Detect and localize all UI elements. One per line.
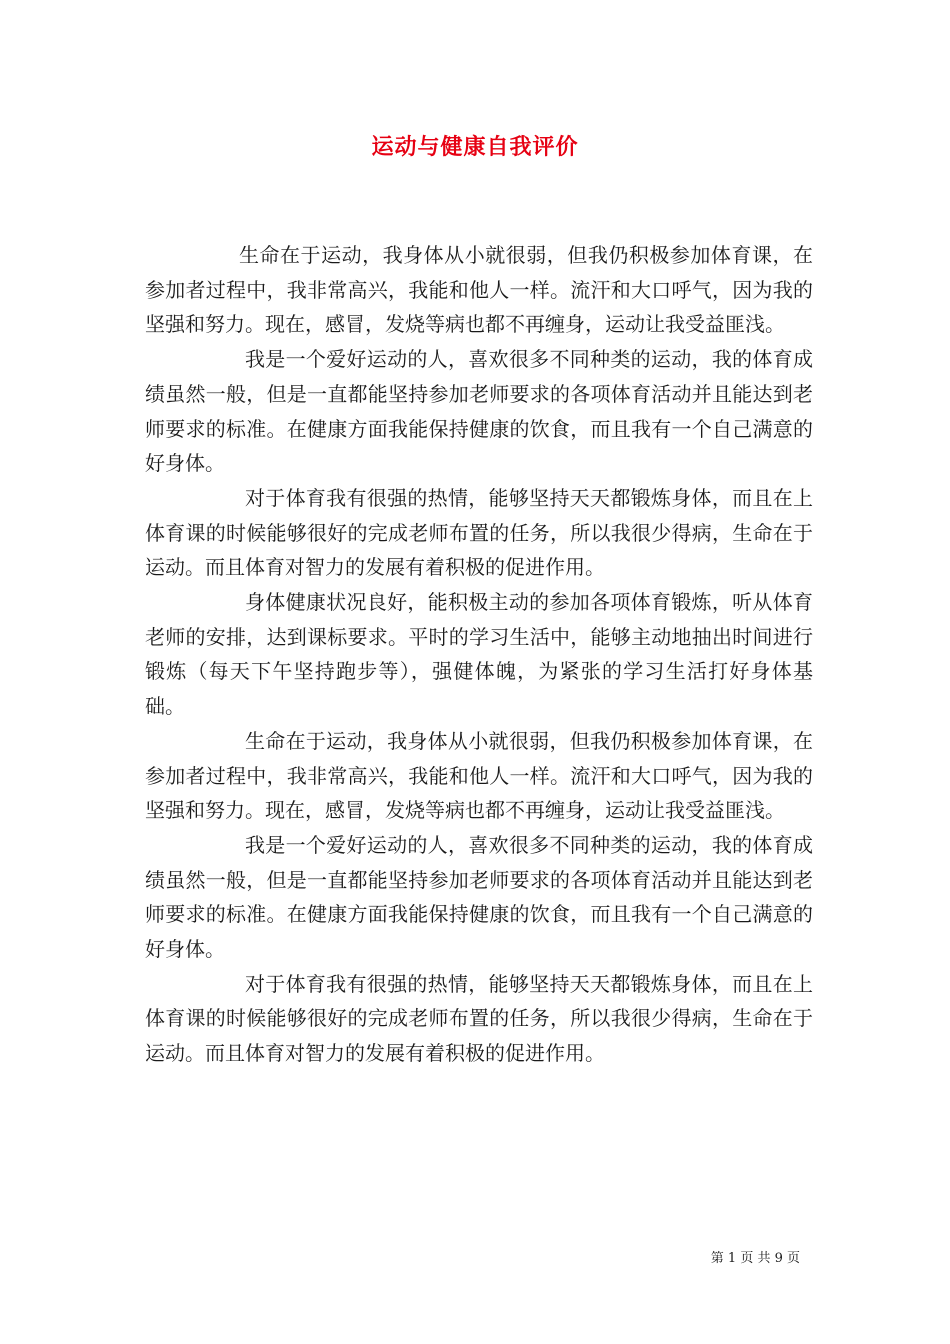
- paragraph: 对于体育我有很强的热情，能够坚持天天都锻炼身体，而且在上体育课的时候能够很好的完成老师布置的任务，所以我很少得病，生命在于运动。而且体育对智力的发展有着积极的促进作用。: [145, 485, 813, 580]
- page-number-indicator: 第 1 页 共 9 页: [710, 1251, 800, 1266]
- document-body: [145, 238, 813, 1071]
- document-title: 运动与健康自我评价: [371, 134, 579, 160]
- paragraph: 我是一个爱好运动的人，喜欢很多不同种类的运动，我的体育成绩虽然一般，但是一直都能坚持参加老师要求的各项体育活动并且能达到老师要求的标准。在健康方面我能保持健康的饮食，而且我有一个自己满意的好身体。: [145, 832, 813, 962]
- paragraph: 对于体育我有很强的热情，能够坚持天天都锻炼身体，而且在上体育课的时候能够很好的完成老师布置的任务，所以我很少得病，生命在于运动。而且体育对智力的发展有着积极的促进作用。: [145, 971, 813, 1066]
- paragraph: 生命在于运动，我身体从小就很弱，但我仍积极参加体育课，在参加者过程中，我非常高兴，我能和他人一样。流汗和大口呼气，因为我的坚强和努力。现在，感冒，发烧等病也都不再缠身，运动让我受益匪浅。: [145, 728, 813, 823]
- paragraph: 我是一个爱好运动的人，喜欢很多不同种类的运动，我的体育成绩虽然一般，但是一直都能坚持参加老师要求的各项体育活动并且能达到老师要求的标准。在健康方面我能保持健康的饮食，而且我有一个自己满意的好身体。: [145, 347, 813, 476]
- paragraph: 生命在于运动，我身体从小就很弱，但我仍积极参加体育课，在参加者过程中，我非常高兴，我能和他人一样。流汗和大口呼气，因为我的坚强和努力。现在，感冒，发烧等病也都不再缠身，运动让我受益匪浅。: [145, 243, 813, 337]
- paragraph: 身体健康状况良好，能积极主动的参加各项体育锻炼，听从体育老师的安排，达到课标要求。平时的学习生活中，能够主动地抽出时间进行锻炼（每天下午坚持跑步等），强健体魄，为紧张的学习生活打好身体基础。: [145, 590, 813, 719]
